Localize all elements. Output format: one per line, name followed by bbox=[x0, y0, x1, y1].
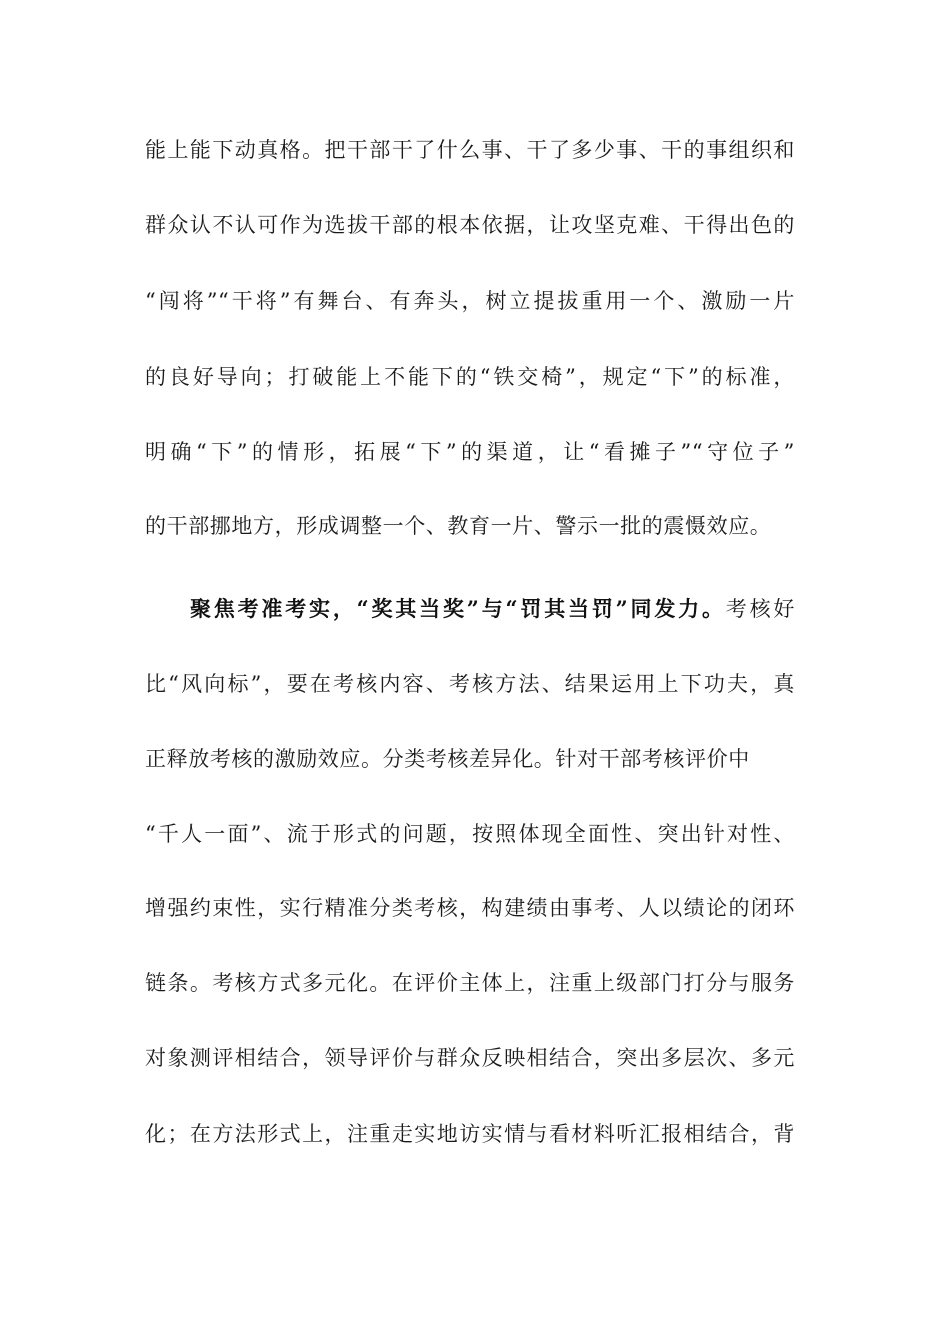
paragraph-line: 的干部挪地方，形成调整一个、教育一片、警示一批的震慑效应。 bbox=[145, 514, 772, 538]
paragraph-line: 正释放考核的激励效应。分类考核差异化。针对干部考核评价中 bbox=[145, 747, 750, 771]
paragraph-line: 能上能下动真格。把干部干了什么事、干了多少事、干的事组织和 bbox=[145, 138, 795, 162]
paragraph-line: “千人一面”、流于形式的问题，按照体现全面性、突出针对性、 bbox=[145, 822, 795, 846]
heading-continuation: 考核好 bbox=[725, 597, 795, 621]
paragraph-line: 链条。考核方式多元化。在评价主体上，注重上级部门打分与服务 bbox=[145, 971, 795, 995]
paragraph-line: 比“风向标”，要在考核内容、考核方法、结果运用上下功夫，真 bbox=[145, 672, 795, 696]
paragraph-line: 的良好导向；打破能上不能下的“铁交椅”，规定“下”的标准， bbox=[145, 365, 795, 389]
section-heading: 聚焦考准考实，“奖其当奖”与“罚其当罚”同发力。 bbox=[190, 596, 726, 621]
paragraph-line: 增强约束性，实行精准分类考核，构建绩由事考、人以绩论的闭环 bbox=[145, 896, 795, 920]
section-heading-line bbox=[190, 589, 795, 629]
paragraph-line: 明确“下”的情形，拓展“下”的渠道，让“看摊子”“守位子” bbox=[145, 440, 795, 464]
paragraph-line: 化；在方法形式上，注重走实地访实情与看材料听汇报相结合，背 bbox=[145, 1122, 795, 1146]
paragraph-line: “闯将”“干将”有舞台、有奔头，树立提拔重用一个、激励一片 bbox=[145, 289, 795, 313]
paragraph-line: 对象测评相结合，领导评价与群众反映相结合，突出多层次、多元 bbox=[145, 1046, 795, 1070]
paragraph-line: 群众认不认可作为选拔干部的根本依据，让攻坚克难、干得出色的 bbox=[145, 213, 795, 237]
